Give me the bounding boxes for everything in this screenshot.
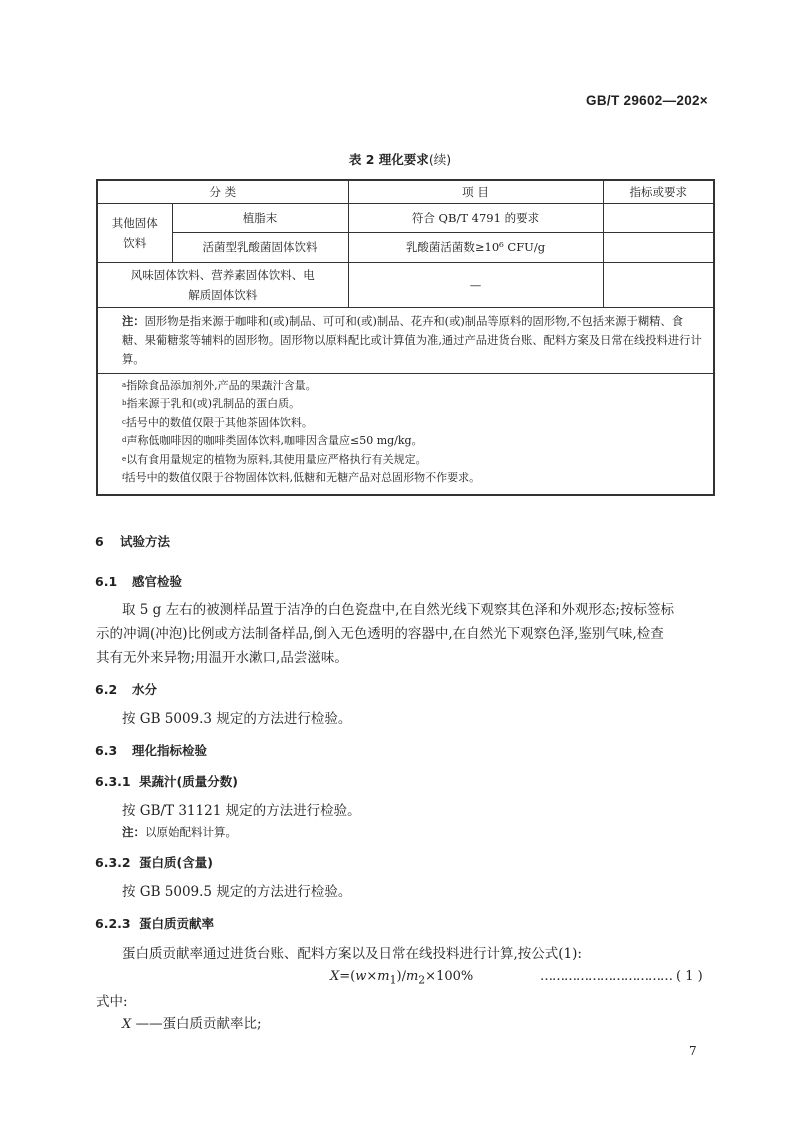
section-title: 试验方法	[120, 534, 171, 549]
table-row	[97, 203, 714, 232]
section-number: 6.3.2	[95, 855, 131, 870]
moisture-text: 按 GB 5009.3 规定的方法进行检验。	[122, 711, 352, 727]
protein-contribution-text: 蛋白质贡献率通过进货台账、配料方案以及日常在线投料进行计算,按公式(1):	[122, 946, 582, 962]
value-flavor-empty	[603, 262, 714, 307]
section-number: 6.2	[95, 682, 118, 697]
table-title-continued: (续)	[428, 152, 452, 167]
footnote: $^f$括号中的数值仅限于谷物固体饮料,低糖和无糖产品对总固形物不作要求。	[122, 471, 481, 485]
fruit-juice-text: 按 GB/T 31121 规定的方法进行检验。	[122, 803, 361, 819]
section-number: 6	[95, 534, 104, 549]
requirements-table	[96, 179, 715, 496]
value-flavor: —	[348, 262, 603, 307]
section-number: 6.3.1	[95, 774, 131, 789]
section-6-3-heading	[95, 741, 207, 759]
section-title: 水分	[132, 682, 158, 697]
section-title: 蛋白质贡献率	[139, 916, 215, 931]
note-text: 固形物是指来源于咖啡和(或)制品、可可和(或)制品、花卉和(或)制品等原料的固形物,不包括来源于糊精、食糖、果葡糖浆等辅料的固形物。固形物以原料配比或计算值为准,通过产品进货台账、配料方案及日常在线投料进行计算。	[122, 314, 702, 366]
table-title-text: 表 2 理化要求	[348, 152, 429, 167]
header-item: 项 目	[348, 180, 603, 203]
standard-code: GB/T 29602—202×	[586, 93, 708, 108]
note-label: 注：	[122, 314, 145, 328]
variable-description: ——蛋白质贡献率比;	[135, 1016, 262, 1032]
table-footnotes	[97, 373, 714, 495]
table-header-row	[97, 180, 714, 203]
header-requirement: 指标或要求	[603, 180, 714, 203]
section-title: 理化指标检验	[132, 743, 208, 758]
formula-leader-dots: ……………………………	[540, 969, 672, 984]
section-6-2-3-heading	[95, 914, 214, 932]
footnote: $^c$括号中的数值仅限于其他茶固体饮料。	[122, 415, 313, 429]
section-number: 6.3	[95, 743, 118, 758]
formula-number: ( 1 )	[676, 969, 703, 984]
section-6-3-2-heading	[95, 853, 213, 871]
table-row	[97, 232, 714, 262]
note-label: 注：	[122, 825, 145, 839]
where-label: 式中:	[96, 994, 128, 1010]
category-other-solid: 其他固体饮料	[97, 203, 172, 262]
table-note-row	[97, 307, 714, 373]
section-6-3-1-heading	[95, 772, 238, 790]
variable-definition	[122, 1012, 262, 1038]
section-number: 6.1	[95, 574, 118, 589]
item-fat-powder: 植脂末	[172, 203, 348, 232]
fruit-juice-note	[122, 824, 237, 840]
category-flavor: 风味固体饮料、营养素固体饮料、电解质固体饮料	[97, 262, 348, 307]
sensory-paragraph-line: 示的冲调(冲泡)比例或方法制备样品,倒入无色透明的容器中,在自然光下观察色泽,鉴别气味,检查	[96, 626, 664, 642]
section-6-2-heading	[95, 680, 157, 698]
section-6-heading	[95, 532, 170, 550]
protein-text: 按 GB 5009.5 规定的方法进行检验。	[122, 884, 352, 900]
section-6-1-heading	[95, 572, 182, 590]
sensory-paragraph-line: 其有无外来异物;用温开水漱口,品尝滋味。	[96, 650, 348, 666]
section-title: 果蔬汁(质量分数)	[139, 774, 238, 789]
table-note	[97, 307, 714, 373]
section-title: 蛋白质(含量)	[139, 855, 213, 870]
sensory-paragraph-line: 取 5 g 左右的被测样品置于洁净的白色瓷盘中,在自然光线下观察其色泽和外观形态;按标签标	[122, 602, 674, 618]
section-number: 6.2.3	[95, 916, 131, 931]
section-title: 感官检验	[132, 574, 183, 589]
formula: $X=(w\times m_1)/m_2\times 100\%$	[330, 969, 474, 987]
footnote: $^a$指除食品添加剂外,产品的果蔬汁含量。	[122, 378, 317, 392]
note-text: 以原始配料计算。	[145, 825, 237, 839]
table-title	[0, 150, 800, 168]
value-fat-powder-empty	[603, 203, 714, 232]
item-probiotic: 活菌型乳酸菌固体饮料	[172, 232, 348, 262]
value-probiotic: 乳酸菌活菌数≥10⁶ CFU/g	[348, 232, 603, 262]
footnote: $^d$声称低咖啡因的咖啡类固体饮料,咖啡因含量应≤50 mg/kg。	[122, 434, 423, 448]
header-category: 分 类	[97, 180, 348, 203]
footnote: $^e$以有食用量规定的植物为原料,其使用量应严格执行有关规定。	[122, 452, 427, 466]
value-probiotic-empty	[603, 232, 714, 262]
footnote: $^b$指来源于乳和(或)乳制品的蛋白质。	[122, 397, 301, 411]
table-footnotes-row	[97, 373, 714, 495]
page-number: 7	[689, 1044, 697, 1058]
value-fat-powder: 符合 QB/T 4791 的要求	[348, 203, 603, 232]
table-row	[97, 262, 714, 307]
variable-symbol: X	[122, 1017, 132, 1032]
